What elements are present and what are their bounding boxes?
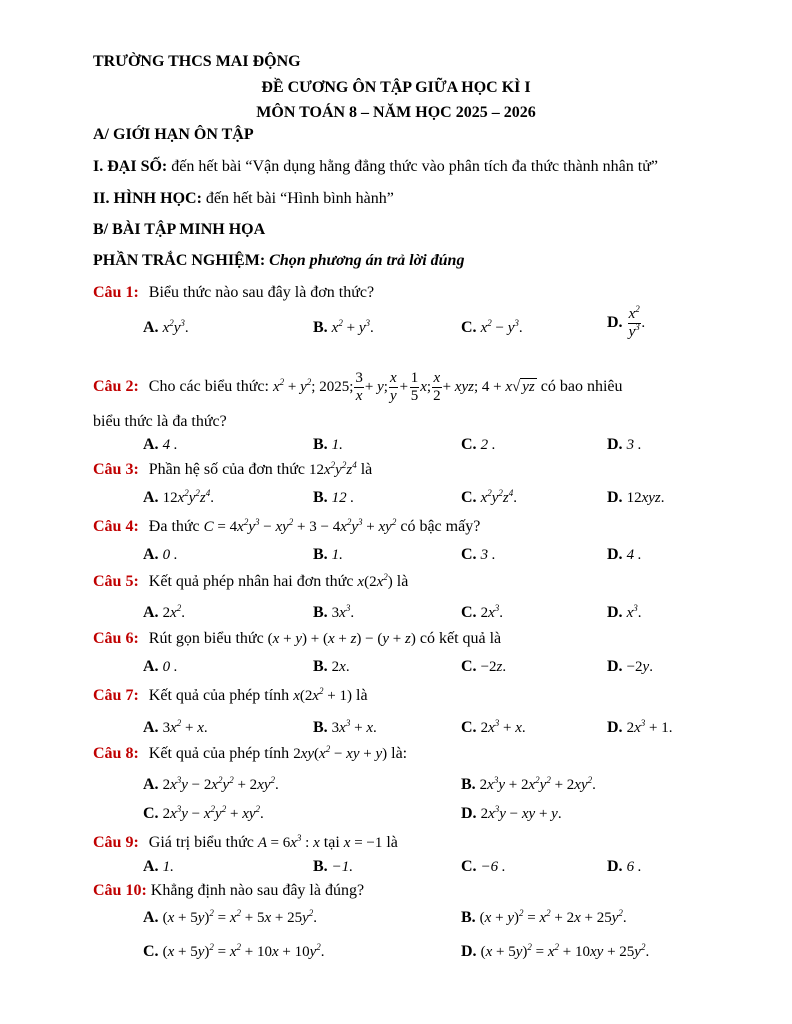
q8-option-d: D. $2x^3y$ − xy + y. [461, 804, 562, 822]
q10-option-b: B. $(x + y)^2 = x^2 + 2x + 25y^2$. [461, 908, 627, 926]
question-label: Câu 2: [93, 378, 139, 396]
question-text: Biểu thức nào sau đây là đơn thức? [148, 284, 375, 301]
q7-option-d: D. $2x^3 + 1$. [607, 718, 673, 736]
q1-option-d: D. $\frac{x^2}{y^3}$ . [607, 304, 646, 340]
q7-option-a: A. $3x^2 + x$. [143, 718, 208, 736]
q3-option-b: B. 12 . [313, 489, 355, 506]
question-1 [93, 283, 374, 303]
mc-heading [93, 251, 464, 271]
question-8: Câu 8: Kết quả của phép tính $2xy(x^2$ − xy + y) là: [93, 744, 408, 762]
q9-option-d: D. 6 . [607, 858, 642, 875]
question-text: Kết quả của phép tính [148, 687, 290, 704]
q10-option-d: D. $(x + 5y)^2 = x^2 + 10xy + 25y^2$. [461, 942, 650, 960]
question-text: Đa thức [148, 518, 200, 535]
q10-option-a: A. $(x + 5y)^2 = x^2 + 5x + 25y^2$. [143, 908, 318, 926]
q4-option-a: A. 0 . [143, 546, 178, 563]
algebra-label: I. ĐẠI SỐ: [93, 158, 168, 175]
q1-option-a: A. $x^2y^3$. [143, 318, 189, 336]
question-text: Kết quả của phép tính [148, 745, 290, 762]
q7-option-c: C. $2x^3 + x$. [461, 718, 526, 736]
section-b-heading: B/ BÀI TẬP MINH HỌA [93, 221, 266, 238]
question-text: Khẳng định nào sau đây là đúng? [150, 882, 365, 899]
q3-option-c: C. $x^2y^2z^4$. [461, 488, 517, 506]
question-text: Rút gọn biểu thức [148, 630, 264, 647]
q2-option-b: B. 1. [313, 436, 343, 453]
q10-option-c: C. $(x + 5y)^2 = x^2 + 10x + 10y^2$. [143, 942, 325, 960]
document-title: ĐỀ CƯƠNG ÔN TẬP GIỮA HỌC KÌ I [261, 79, 531, 96]
q6-option-d: D. −2y. [607, 658, 653, 675]
question-text: Kết quả phép nhân hai đơn thức [148, 573, 354, 590]
q5-option-d: D. $x^3$. [607, 603, 642, 621]
question-10 [93, 881, 364, 901]
question-label: Câu 1: [93, 284, 139, 301]
question-6: Câu 6: Rút gọn biểu thức (x + y) + (x + z) − (y + z) có kết quả là [93, 630, 502, 647]
question-4: Câu 4: Đa thức $C = 4x^2y^3 - xy^2 + 3 - 4x^2y^3 + xy^2$ có bậc mấy? [93, 517, 481, 535]
question-label: Câu 5: [93, 573, 139, 590]
document-subtitle: MÔN TOÁN 8 – NĂM HỌC 2025 – 2026 [256, 104, 536, 121]
q8-option-c: C. $2x^3y - x^2y^2 + xy^2$. [143, 804, 264, 822]
q6-option-c: C. −2z. [461, 658, 507, 675]
q6-option-a: A. 0 . [143, 658, 178, 675]
question-text: Cho các biểu thức: [148, 378, 269, 396]
algebra-text: đến hết bài “Vận dụng hằng đẳng thức vào phân tích đa thức thành nhân tử” [171, 158, 658, 175]
question-9: Câu 9: Giá trị biểu thức $A = 6x^3$ : x tại x = −1 là [93, 833, 398, 851]
question-2-cont: biểu thức là đa thức? [93, 413, 227, 430]
question-3: Câu 3: Phần hệ số của đơn thức $12x^2y^2z^4$ là [93, 460, 373, 478]
question-label: Câu 6: [93, 630, 139, 647]
q9-option-a: A. 1. [143, 858, 174, 875]
q5-option-a: A. $2x^2$. [143, 603, 185, 621]
q4-option-c: C. 3 . [461, 546, 496, 563]
question-label: Câu 4: [93, 518, 139, 535]
question-text: Phần hệ số của đơn thức [148, 461, 305, 478]
question-label: Câu 8: [93, 745, 139, 762]
q9-option-c: C. −6 . [461, 858, 506, 875]
q8-option-a: A. $2x^3y - 2x^2y^2 + 2xy^2$. [143, 775, 279, 793]
mc-label: PHẦN TRẮC NGHIỆM: [93, 252, 266, 269]
question-5: Câu 5: Kết quả phép nhân hai đơn thức $x(2x^2)$ là [93, 572, 409, 590]
q8-option-b: B. $2x^3y + 2x^2y^2 + 2xy^2$. [461, 775, 596, 793]
question-label: Câu 3: [93, 461, 139, 478]
q1-option-c: C. $x^2 - y^3$. [461, 318, 523, 336]
question-text-post: có bao nhiêu [540, 378, 623, 396]
school-name: TRƯỜNG THCS MAI ĐỘNG [93, 53, 301, 70]
geometry-text: đến hết bài “Hình bình hành” [205, 190, 394, 207]
question-2: Câu 2: Cho các biểu thức: $x^2 + y^2$; 2025; $\frac{3}{x}$ + y; $\frac{x}{y}$ + $\frac{1}{5}$ x; $\frac{x}{2}$ + xyz; 4 + x√ yz có bao nhiêu [93, 370, 623, 404]
geometry-label: II. HÌNH HỌC: [93, 190, 202, 207]
mc-instruction: Chọn phương án trả lời đúng [269, 252, 465, 269]
q9-option-b: B. −1. [313, 858, 354, 875]
question-label: Câu 10: [93, 882, 147, 899]
question-label: Câu 7: [93, 687, 139, 704]
q3-option-d: D. 12xyz. [607, 489, 665, 506]
q5-option-c: C. $2x^3$. [461, 603, 503, 621]
geometry-scope [93, 189, 394, 209]
question-label: Câu 9: [93, 834, 139, 851]
q5-option-b: B. $3x^3$. [313, 603, 355, 621]
q4-option-b: B. 1. [313, 546, 343, 563]
section-a-heading: A/ GIỚI HẠN ÔN TẬP [93, 126, 254, 143]
q7-option-b: B. $3x^3 + x$. [313, 718, 377, 736]
question-7: Câu 7: Kết quả của phép tính $x(2x^2 + 1)$ là [93, 686, 368, 704]
q2-option-a: A. 4 . [143, 436, 178, 453]
question-text: Giá trị biểu thức [148, 834, 254, 851]
q1-option-b: B. $x^2 + y^3$. [313, 318, 374, 336]
q4-option-d: D. 4 . [607, 546, 642, 563]
q3-option-a: A. $12x^2y^2z^4$. [143, 488, 214, 506]
algebra-scope [93, 157, 658, 177]
q6-option-b: B. 2x. [313, 658, 350, 675]
q2-option-c: C. 2 . [461, 436, 496, 453]
q2-option-d: D. 3 . [607, 436, 642, 453]
